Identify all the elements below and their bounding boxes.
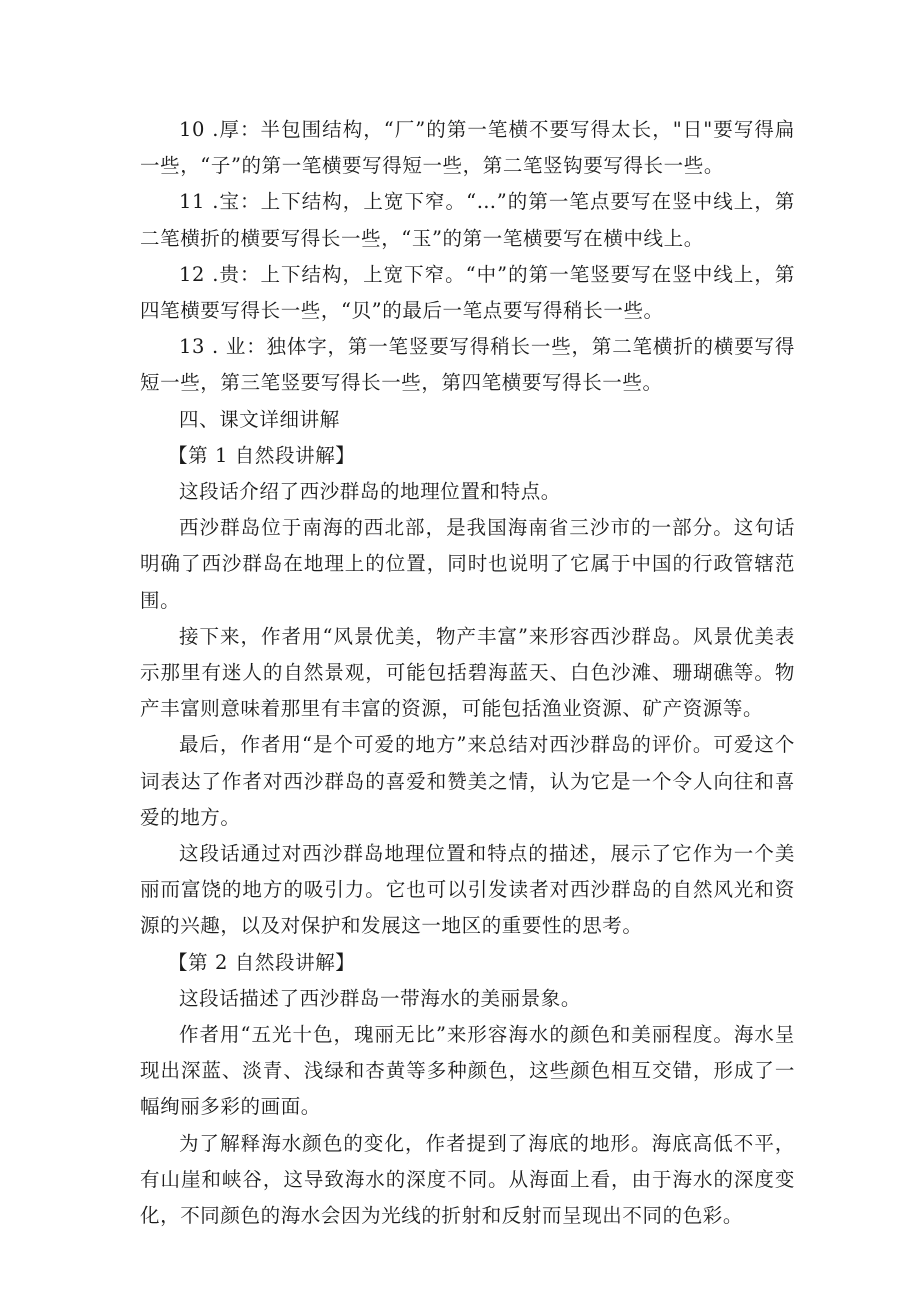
paragraph: 这段话描述了西沙群岛一带海水的美丽景象。 xyxy=(179,986,582,1010)
subsection-heading-1: 【第 1 自然段讲解】 xyxy=(168,443,356,467)
paragraph: 西沙群岛位于南海的西北部，是我国海南省三沙市的一部分。这句话明确了西沙群岛在地理上的位置，同时也说明了它属于中国的行政管辖范围。 xyxy=(140,516,795,612)
stroke-note-bao: 11 .宝：上下结构，上宽下窄。“…”的第一笔点要写在竖中线上，第二笔横折的横要写得长一些，“玉”的第一笔横要写在横中线上。 xyxy=(140,190,795,250)
section-heading: 四、课文详细讲解 xyxy=(179,407,340,431)
paragraph: 作者用“五光十色，瑰丽无比”来形容海水的颜色和美丽程度。海水呈现出深蓝、淡青、浅绿和杏黄等多种颜色，这些颜色相互交错，形成了一幅绚丽多彩的画面。 xyxy=(140,1023,795,1119)
paragraph: 这段话通过对西沙群岛地理位置和特点的描述，展示了它作为一个美丽而富饶的地方的吸引力。它也可以引发读者对西沙群岛的自然风光和资源的兴趣，以及对保护和发展这一地区的重要性的思考。 xyxy=(140,842,795,938)
stroke-note-gui: 12 .贵：上下结构，上宽下窄。“中”的第一笔竖要写在竖中线上，第四笔横要写得长一些，“贝”的最后一笔点要写得稍长一些。 xyxy=(140,262,795,323)
paragraph: 这段话介绍了西沙群岛的地理位置和特点。 xyxy=(179,480,561,504)
subsection-heading-2: 【第 2 自然段讲解】 xyxy=(168,950,356,974)
paragraph: 为了解释海水颜色的变化，作者提到了海底的地形。海底高低不平，有山崖和峡谷，这导致海水的深度不同。从海面上看，由于海水的深度变化，不同颜色的海水会因为光线的折射和反射而呈现出不同的色彩。 xyxy=(140,1131,795,1228)
stroke-note-hou: 10 .厚：半包围结构，“厂”的第一笔横不要写得太长，"日"要写得扁一些，“子”的第一笔横要写得短一些，第二笔竖钩要写得长一些。 xyxy=(140,118,795,178)
paragraph: 接下来，作者用“风景优美，物产丰富”来形容西沙群岛。风景优美表示那里有迷人的自然景观，可能包括碧海蓝天、白色沙滩、珊瑚礁等。物产丰富则意味着那里有丰富的资源，可能包括渔业资源、矿产资源等。 xyxy=(140,624,795,721)
stroke-note-ye: 13 . 业：独体字，第一笔竖要写得稍长一些，第二笔横折的横要写得短一些，第三笔竖要写得长一些，第四笔横要写得长一些。 xyxy=(140,335,795,395)
document-body xyxy=(140,112,795,1234)
paragraph: 最后，作者用“是个可爱的地方”来总结对西沙群岛的评价。可爱这个词表达了作者对西沙群岛的喜爱和赞美之情，认为它是一个令人向往和喜爱的地方。 xyxy=(140,733,795,829)
